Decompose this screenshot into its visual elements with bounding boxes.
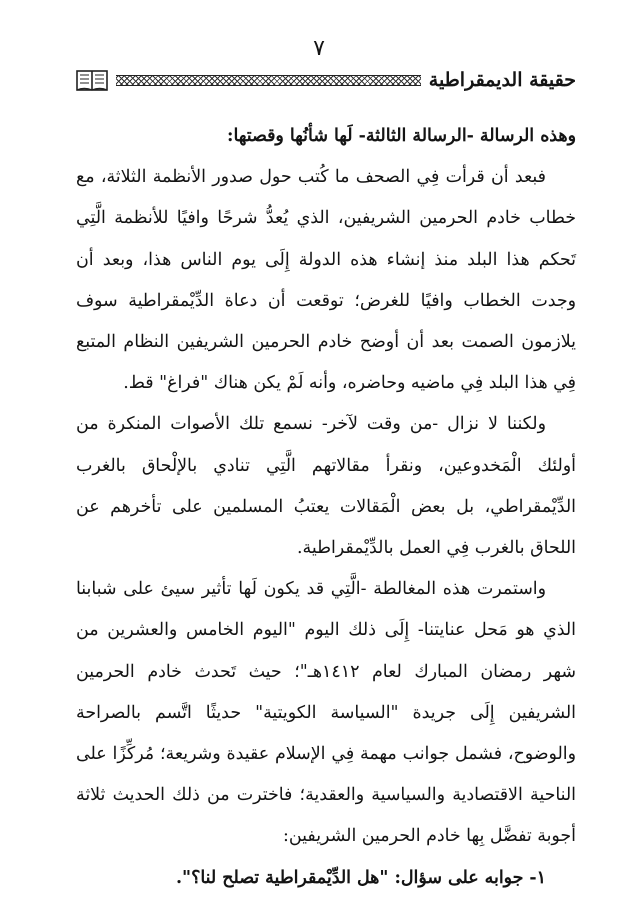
list-item-1: ١- جوابه على سؤال: "هل الدِّيْمقراطية تصلح لنا؟". [175,867,546,888]
decorative-rule [116,75,421,86]
running-title: حقيقة الديمقراطية [428,69,576,91]
page-number: ٧ [313,36,325,61]
section-intro: وهذه الرسالة -الرسالة الثالثة- لَها شأنُها وقصتها: [227,126,576,146]
open-book-icon [76,68,108,92]
body-text [76,116,576,899]
paragraph-2: ولكننا لا نزال -من وقت لآخر- نسمع تلك الأصوات المنكرة من أولئك الْمَخدوعين، ونقرأ مقالاتهم الَّتِي تنادي بالإلْحاق بالغرب الدِّيْمقراطي، بل بعض الْمَقالات يعتبُ المسلمين على تأخرهم عن اللحاق بالغرب فِي العمل بالدِّيْمقراطية. [76,414,576,559]
paragraph-3: واستمرت هذه المغالطة -الَّتِي قد يكون لَها تأثير سيئ على شبابنا الذي هو مَحل عنايتنا- إِلَى ذلك اليوم "اليوم الخامس والعشرين من شهر رمضان المبارك لعام ١٤١٢هـ"؛ حيث تَحدث خادم الحرمين الشريفين إِلَى جريدة "السياسة الكويتية" حديثًا اتَّسم بالصراحة والوضوح، فشمل جوانب مهمة فِي الإسلام عقيدة وشريعة؛ مُركِّزًا على الناحية الاقتصادية والسياسية والعقدية؛ فاخترت من ذلك الحديث ثلاثة أجوبة تفضَّل بِها خادم الحرمين الشريفين: [76,579,576,847]
paragraph-1: فبعد أن قرأت فِي الصحف ما كُتب حول صدور الأنظمة الثلاثة، مع خطاب خادم الحرمين الشريفين، الذي يُعدُّ شرحًا وافيًا للأنظمة الَّتِي تَحكم هذا البلد منذ إنشاء هذه الدولة إِلَى يوم الناس هذا، وبعد أن وجدت الخطاب وافيًا للغرض؛ توقعت أن دعاة الدِّيْمقراطية سوف يلازمون الصمت بعد أن أوضح خادم الحرمين الشريفين النظام المتبع فِي هذا البلد فِي ماضيه وحاضره، وأنه لَمْ يكن هناك "فراغ" قط. [76,167,576,394]
page-header [76,66,576,94]
